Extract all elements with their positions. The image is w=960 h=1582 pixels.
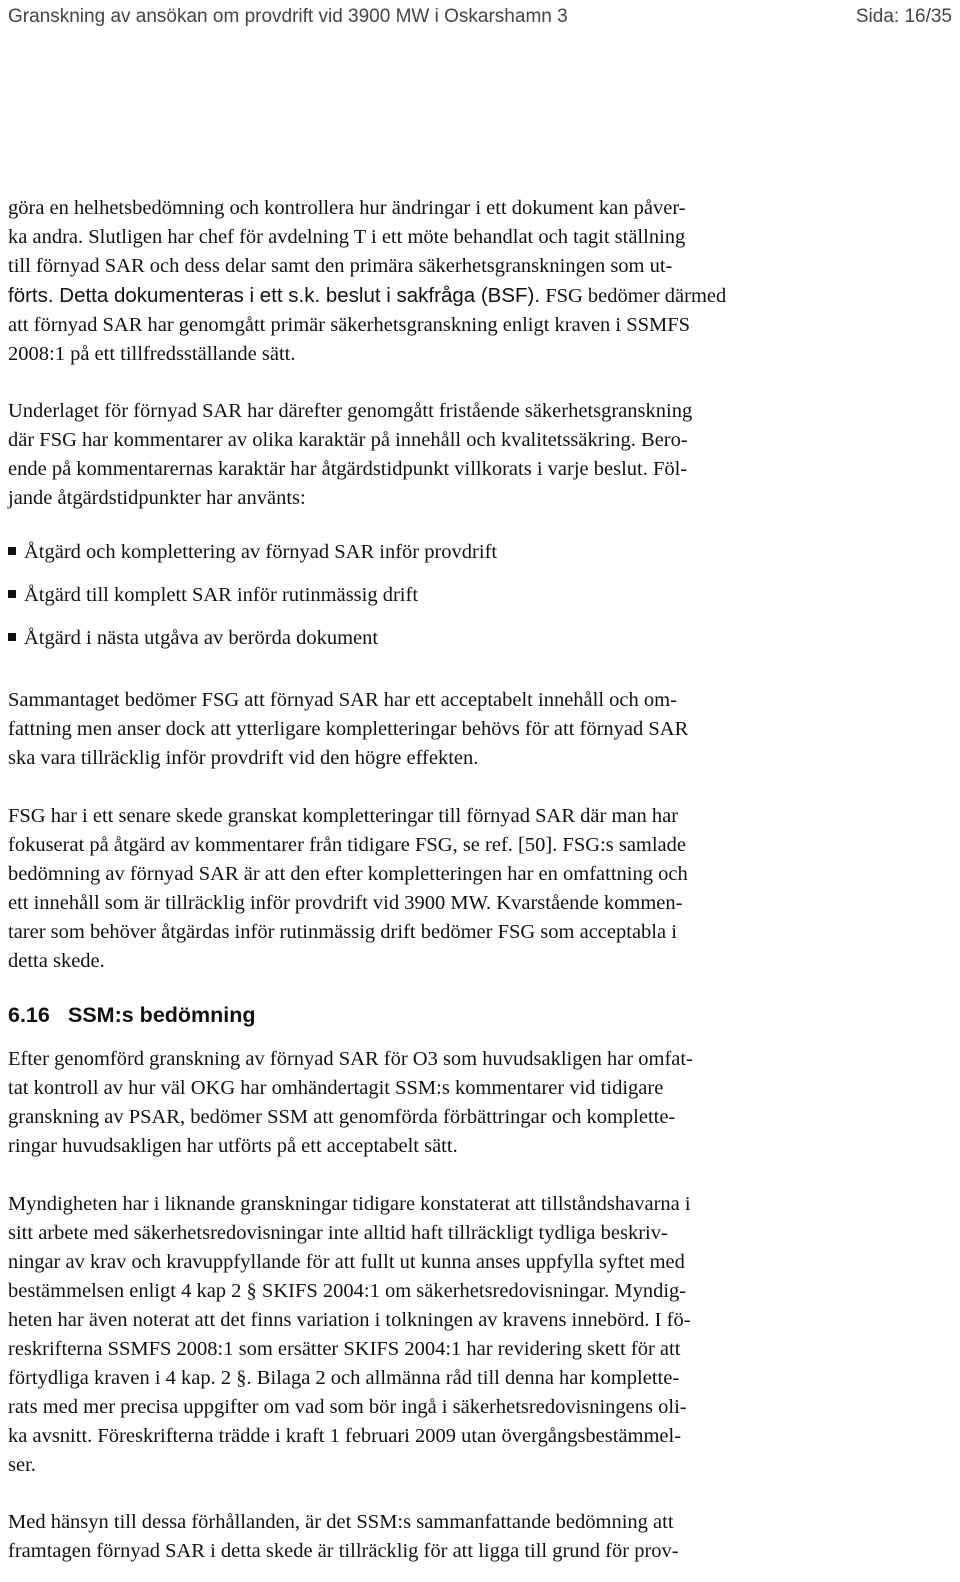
text-line: jande åtgärdstidpunkter har använts: [8, 487, 306, 509]
page-header [8, 2, 952, 32]
text-line: att förnyad SAR har genomgått primär säkerhetsgranskning enligt kraven i SSMFS [8, 314, 691, 336]
text-line: bestämmelsen enligt 4 kap 2 § SKIFS 2004:1 om säkerhetsredovisningar. Myndig- [8, 1280, 687, 1302]
text-line: 2008:1 på ett tillfredsställande sätt. [8, 343, 296, 365]
serif-fragment: FSG bedömer därmed [540, 285, 727, 307]
text-line: ser. [8, 1454, 36, 1476]
text-line: Underlaget för förnyad SAR har därefter genomgått fristående säkerhetsgranskning [8, 400, 693, 422]
text-line: sitt arbete med säkerhetsredovisningar inte alltid haft tillräckligt tydliga beskriv- [8, 1222, 668, 1244]
text-line: reskrifterna SSMFS 2008:1 som ersätter SKIFS 2004:1 har revidering skett för att [8, 1338, 681, 1360]
text-line: fattning men anser dock att ytterligare kompletteringar behövs för att förnyad SAR [8, 718, 689, 740]
text-line: där FSG har kommentarer av olika karaktär på innehåll och kvalitetssäkring. Bero- [8, 429, 688, 451]
paragraph-5 [8, 1045, 948, 1161]
text-line: framtagen förnyad SAR i detta skede är tillräcklig för att ligga till grund för prov- [8, 1540, 679, 1562]
text-line: tat kontroll av hur väl OKG har omhändertagit SSM:s kommentarer vid tidigare [8, 1077, 664, 1099]
section-number: 6.16 [8, 1003, 50, 1027]
text-line: Med hänsyn till dessa förhållanden, är det SSM:s sammanfattande bedömning att [8, 1511, 674, 1533]
text-line: Myndigheten har i liknande granskningar tidigare konstaterat att tillståndshavarna i [8, 1193, 691, 1215]
text-line: ningar av krav och kravuppfyllande för att fullt ut kunna anses uppfylla syftet med [8, 1251, 685, 1273]
text-line: Efter genomförd granskning av förnyad SAR för O3 som huvudsakligen har omfat- [8, 1048, 693, 1070]
text-line: heten har även noterat att det finns variation i tolkningen av kravens innebörd. I fö- [8, 1309, 691, 1331]
text-line: ett innehåll som är tillräcklig inför provdrift vid 3900 MW. Kvarstående kommen- [8, 892, 683, 914]
paragraph-6 [8, 1190, 948, 1480]
section-heading [8, 1003, 256, 1028]
text-line: ringar huvudsakligen har utförts på ett acceptabelt sätt. [8, 1135, 458, 1157]
text-line: göra en helhetsbedömning och kontrollera hur ändringar i ett dokument kan påver- [8, 197, 686, 219]
text-line: ka andra. Slutligen har chef för avdelning T i ett möte behandlat och tagit ställning [8, 226, 686, 248]
text-line: ka avsnitt. Föreskrifterna trädde i kraft 1 februari 2009 utan övergångsbestämmel- [8, 1425, 682, 1447]
document-title: Granskning av ansökan om provdrift vid 3900 MW i Oskarshamn 3 [8, 6, 568, 27]
bullet-square-icon [8, 547, 16, 555]
text-line: rats med mer precisa uppgifter om vad som bör ingå i säkerhetsredovisningens oli- [8, 1396, 687, 1418]
list-item [8, 584, 418, 607]
text-line: detta skede. [8, 950, 105, 972]
paragraph-3 [8, 686, 948, 773]
text-line: Sammantaget bedömer FSG att förnyad SAR har ett acceptabelt innehåll och om- [8, 689, 677, 711]
text-line: tarer som behöver åtgärdas inför rutinmässig drift bedömer FSG som acceptabla i [8, 921, 677, 943]
text-line: granskning av PSAR, bedömer SSM att genomförda förbättringar och komplette- [8, 1106, 676, 1128]
text-line: bedömning av förnyad SAR är att den efter kompletteringen har en omfattning och [8, 863, 688, 885]
list-item-text: Åtgärd i nästa utgåva av berörda dokument [24, 627, 379, 649]
text-line: till förnyad SAR och dess delar samt den primära säkerhetsgranskningen som ut- [8, 255, 673, 277]
bullet-square-icon [8, 590, 16, 598]
list-item [8, 541, 497, 564]
bullet-square-icon [8, 633, 16, 641]
paragraph-7 [8, 1508, 948, 1566]
list-item-text: Åtgärd och komplettering av förnyad SAR inför provdrift [24, 541, 498, 563]
page-number: Sida: 16/35 [855, 6, 952, 27]
text-line: förtydliga kraven i 4 kap. 2 §. Bilaga 2 och allmänna råd till denna har komplette- [8, 1367, 680, 1389]
list-item-text: Åtgärd till komplett SAR inför rutinmässig drift [24, 584, 419, 606]
list-item [8, 627, 378, 650]
text-line: ende på kommentarernas karaktär har åtgärdstidpunkt villkorats i varje beslut. Föl- [8, 458, 688, 480]
text-line: FSG har i ett senare skede granskat kompletteringar till förnyad SAR där man har [8, 805, 679, 827]
paragraph-2 [8, 397, 948, 513]
text-line [8, 281, 948, 311]
paragraph-1 [8, 194, 948, 369]
text-line: fokuserat på åtgärd av kommentarer från tidigare FSG, se ref. [50]. FSG:s samlade [8, 834, 687, 856]
section-title: SSM:s bedömning [68, 1003, 256, 1027]
text-line: ska vara tillräcklig inför provdrift vid den högre effekten. [8, 747, 479, 769]
paragraph-4 [8, 802, 948, 976]
sans-fragment: förts. Detta dokumenteras i ett s.k. beslut i sakfråga (BSF). [8, 284, 541, 307]
